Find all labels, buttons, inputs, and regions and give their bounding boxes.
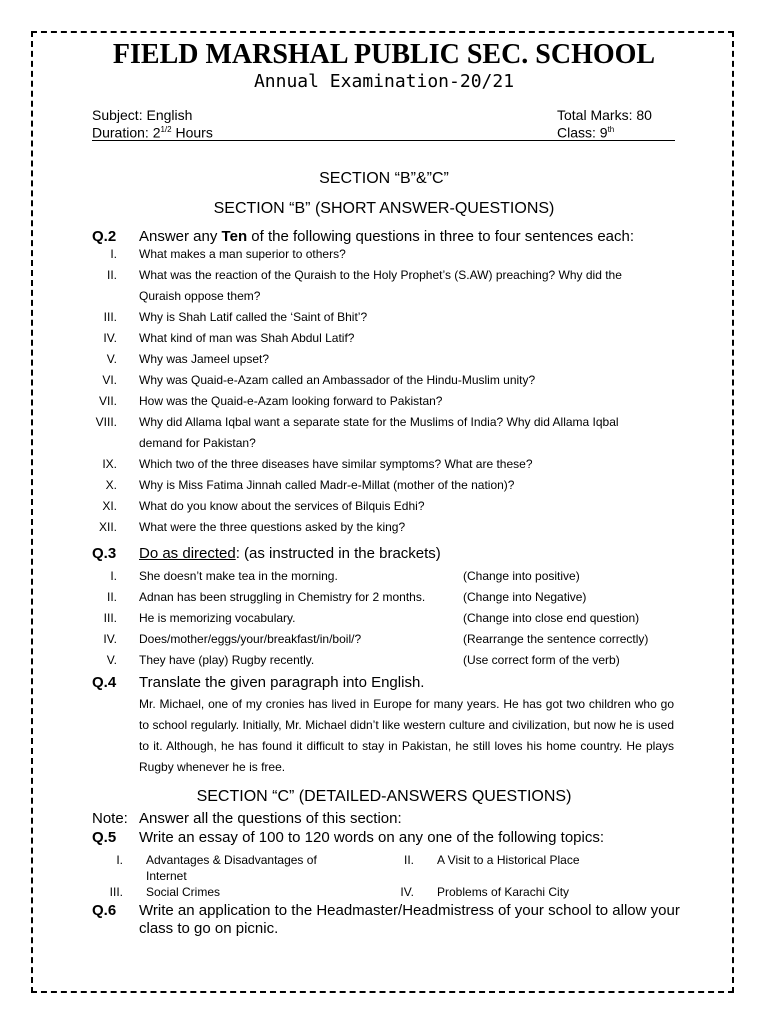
q3-item-hint: (Rearrange the sentence correctly) xyxy=(463,632,649,646)
q3-item xyxy=(0,589,768,610)
note-text: Answer all the questions of this section: xyxy=(139,810,402,827)
duration-unit: Hours xyxy=(171,124,213,141)
q3-item-text: Does/mother/eggs/your/breakfast/in/boil/? xyxy=(139,632,362,646)
q2-question-text: What makes a man superior to others? xyxy=(139,247,346,261)
q2-question-number: II. xyxy=(106,268,117,282)
q5-topic-text: A Visit to a Historical Place xyxy=(437,853,580,867)
q2-question-text: What was the reaction of the Quraish to the Holy Prophet’s (S.AW) preaching? Why did the xyxy=(139,268,622,282)
q3-item-number: V. xyxy=(106,653,117,667)
q2-question-number: V. xyxy=(106,352,117,366)
q2-question-item xyxy=(0,477,768,498)
subject: Subject: English xyxy=(92,107,193,123)
q3-item xyxy=(0,568,768,589)
q2-question-item xyxy=(0,393,768,414)
section-c-heading: SECTION “C” (DETAILED-ANSWERS QUESTIONS) xyxy=(196,788,572,805)
q2-question-item xyxy=(0,330,768,351)
class-value: Class: 9 xyxy=(557,124,608,141)
q2-question-text: Why is Miss Fatima Jinnah called Madr-e-Millat (mother of the nation)? xyxy=(139,478,515,492)
q5-topic-number: II. xyxy=(403,853,414,867)
duration xyxy=(92,122,213,141)
q4-paragraph: Mr. Michael, one of my cronies has lived in Europe for many years. He has got two children who go to school regularly. Initially, Mr. Michael didn’t like western culture and civilization, but now he is used to it. Although, he has found it difficult to stay in Pakistan, he still loves his home country. He plays Rugby whenever he is free. xyxy=(139,697,674,774)
q4-number: Q.4 xyxy=(92,674,117,691)
class-suffix: th xyxy=(607,125,615,134)
q2-question-number: IV. xyxy=(103,331,117,345)
q5-topic-text: Problems of Karachi City xyxy=(437,885,570,899)
q2-text-before: Answer any xyxy=(139,228,222,245)
q3-item xyxy=(0,631,768,652)
q3-item-number: III. xyxy=(103,611,117,625)
q2-question-text: What kind of man was Shah Abdul Latif? xyxy=(139,331,355,345)
q3-item-number: I. xyxy=(110,569,117,583)
q3-text-after: : (as instructed in the brackets) xyxy=(235,545,441,562)
q2-question-item xyxy=(0,456,768,477)
q2-question-item xyxy=(0,519,768,540)
q3-item-number: IV. xyxy=(103,632,117,646)
q3-item-hint: (Change into Negative) xyxy=(463,590,587,604)
q5-topic-number: III. xyxy=(109,885,123,899)
q3-item-text: They have (play) Rugby recently. xyxy=(139,653,315,667)
q2-question-text: Why is Shah Latif called the ‘Saint of Bhit’? xyxy=(139,310,368,324)
q6-line-1: Write an application to the Headmaster/Headmistress of your school to allow your xyxy=(139,902,680,919)
q3-item-hint: (Change into close end question) xyxy=(463,611,640,625)
q2-question-item xyxy=(0,435,768,456)
q2-text-bold: Ten xyxy=(221,228,248,245)
q2-question-text: Why did Allama Iqbal want a separate state for the Muslims of India? Why did Allama Iqbal xyxy=(139,415,619,429)
q6-line-2: class to go on picnic. xyxy=(139,920,279,937)
note-label: Note: xyxy=(92,810,128,827)
q2-question-number: VI. xyxy=(102,373,117,387)
q2-question-text: What do you know about the services of Bilquis Edhi? xyxy=(139,499,425,513)
q3-item-text: He is memorizing vocabulary. xyxy=(139,611,296,625)
q2-question-number: VII. xyxy=(98,394,117,408)
q2-question-text: What were the three questions asked by the king? xyxy=(139,520,406,534)
q5-topic-number: I. xyxy=(116,853,123,867)
duration-fraction: 1/2 xyxy=(160,125,172,134)
header-rule xyxy=(92,140,675,141)
q2-question-text: How was the Quaid-e-Azam looking forward to Pakistan? xyxy=(139,394,443,408)
q3-item-hint: (Change into positive) xyxy=(463,569,580,583)
q2-question-text: demand for Pakistan? xyxy=(139,436,256,450)
class xyxy=(557,122,614,141)
q3-item xyxy=(0,652,768,673)
q2-question-number: X. xyxy=(105,478,117,492)
q5-topic-number: IV. xyxy=(400,885,414,899)
q5-topic-text: Advantages & Disadvantages of xyxy=(146,853,317,867)
q2-question-item xyxy=(0,309,768,330)
q6-number: Q.6 xyxy=(92,902,117,919)
q4-instruction: Translate the given paragraph into English. xyxy=(139,674,425,691)
q2-question-text: Quraish oppose them? xyxy=(139,289,261,303)
q2-number: Q.2 xyxy=(92,228,117,245)
q2-question-item xyxy=(0,288,768,309)
q2-question-text: Why was Quaid-e-Azam called an Ambassador of the Hindu-Muslim unity? xyxy=(139,373,536,387)
q5-number: Q.5 xyxy=(92,829,117,846)
q5-topic-text: Social Crimes xyxy=(146,885,221,899)
q2-question-number: VIII. xyxy=(95,415,117,429)
q3-instruction xyxy=(139,545,441,563)
exam-title: Annual Examination-20/21 xyxy=(253,71,515,92)
q3-item-number: II. xyxy=(106,590,117,604)
q5-topic-text: Internet xyxy=(146,869,187,883)
duration-value: Duration: 2 xyxy=(92,124,161,141)
q2-question-text: Why was Jameel upset? xyxy=(139,352,270,366)
q2-question-item xyxy=(0,351,768,372)
q3-number: Q.3 xyxy=(92,545,117,562)
q2-question-number: XII. xyxy=(98,520,117,534)
total-marks: Total Marks: 80 xyxy=(557,107,652,123)
q3-item-text: She doesn’t make tea in the morning. xyxy=(139,569,338,583)
q2-question-item xyxy=(0,246,768,267)
q2-question-item xyxy=(0,372,768,393)
q3-text-underlined: Do as directed xyxy=(139,545,236,562)
section-b-heading: SECTION “B” (SHORT ANSWER-QUESTIONS) xyxy=(213,200,555,217)
q2-question-item xyxy=(0,498,768,519)
q3-item-text: Adnan has been struggling in Chemistry for 2 months. xyxy=(139,590,426,604)
q2-text-after: of the following questions in three to four sentences each: xyxy=(247,228,635,245)
q2-question-number: IX. xyxy=(102,457,117,471)
q2-instruction xyxy=(139,228,634,246)
q2-question-text: Which two of the three diseases have similar symptoms? What are these? xyxy=(139,457,533,471)
q2-question-number: I. xyxy=(110,247,117,261)
q2-question-item xyxy=(0,267,768,288)
q5-instruction: Write an essay of 100 to 120 words on any one of the following topics: xyxy=(139,829,604,846)
q2-question-number: III. xyxy=(103,310,117,324)
sections-heading: SECTION “B”&”C” xyxy=(319,170,449,187)
q2-question-number: XI. xyxy=(102,499,117,513)
q2-question-item xyxy=(0,414,768,435)
school-name: FIELD MARSHAL PUBLIC SEC. SCHOOL xyxy=(112,39,656,70)
q3-item xyxy=(0,610,768,631)
q3-item-hint: (Use correct form of the verb) xyxy=(463,653,620,667)
